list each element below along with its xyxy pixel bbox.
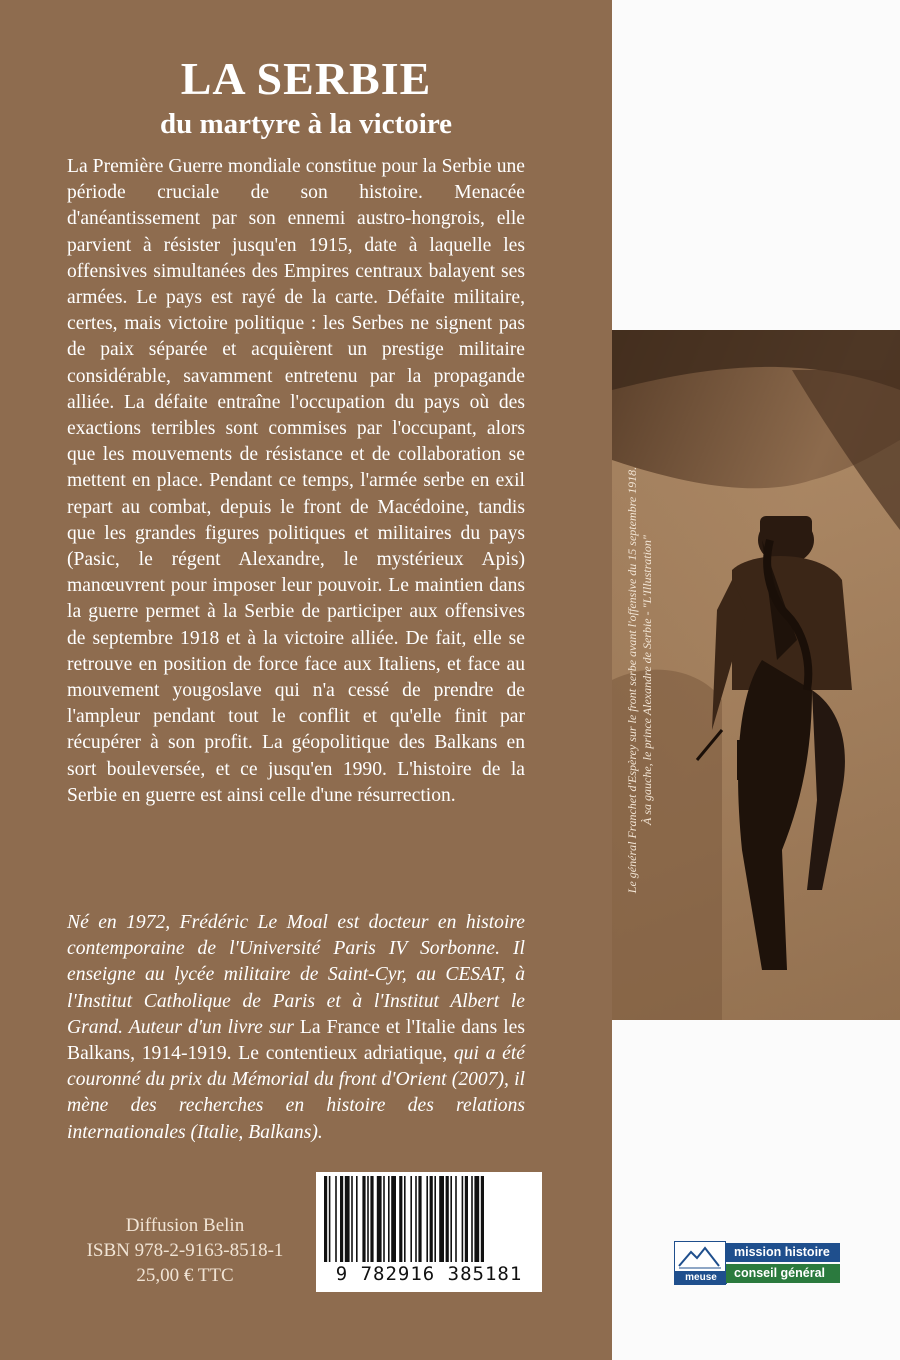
price: 25,00 € TTC — [136, 1265, 234, 1286]
barcode-bar — [471, 1176, 473, 1262]
barcode-bar — [465, 1176, 468, 1262]
barcode-bar — [410, 1176, 412, 1262]
barcode-bar — [383, 1176, 385, 1262]
barcode-bar — [335, 1176, 337, 1262]
book-summary: La Première Guerre mondiale constitue pour la Serbie une période cruciale de son histoire. Menacée d'anéantissement par son ennemi austro-hongrois, elle parvient à résister jusqu'en 1915, date à laquelle les offensives simultanées des Empires centraux balayent ses armées. Le pays est rayé de la carte. Défaite militaire, certes, mais victoire politique : les Serbes ne signent pas de paix séparée et acquièrent un prestige militaire considérable, savamment entretenu par la propagande alliée. La défaite entraîne l'occupation du pays où des exactions terribles sont commises par l'occupant, alors que les mouvements de résistance et de collaboration se mettent en place. Pendant ce temps, l'armée serbe en exil repart au combat, depuis le front de Macédoine, tandis que les grandes figures politiques et militaires du pays (Pasic, le régent Alexandre, le mystérieux Apis) manœuvrent pour imposer leur pouvoir. Le maintien dans la guerre permet à la Serbie de participer aux offensives de septembre 1918 et à la victoire alliée. De fait, elle se retrouve en position de force face aux Italiens, et face au mouvement yougoslave qui n'a cessé de prendre de l'ampleur pendant tout le conflit et qu'elle finit par récupérer à son profit. La géopolitique des Balkans en sort bouleversée, et ce jusqu'en 1990. L'histoire de la Serbie en guerre est ainsi celle d'une résurrection. — [67, 156, 525, 806]
barcode-bar — [329, 1176, 331, 1262]
photo-caption-line2: À sa gauche, le prince Alexandre de Serbie - "L'Illustration" — [640, 535, 654, 825]
barcode-bar — [434, 1176, 436, 1262]
distributor: Diffusion Belin — [125, 1215, 245, 1236]
isbn: ISBN 978-2-9163-8518-1 — [86, 1240, 284, 1261]
barcode-bar — [345, 1176, 350, 1262]
barcode-bar — [462, 1176, 464, 1262]
author-bio-outro: qui a été couronné du prix du Mémorial du front d'Orient (2007), il mène des recherches en histoire des relations internationales (Italie, Balkans). — [67, 1043, 525, 1143]
barcode-bar — [474, 1176, 479, 1262]
author-bio-intro: Né en 1972, Frédéric Le Moal est docteur en histoire contemporaine de l'Université Paris IV Sorbonne. Il enseigne au lycée militaire de Saint-Cyr, au CESAT, à l'Institut Catholique de Paris et à l'Institut Albert le Grand. Auteur d'un livre sur — [67, 912, 525, 1038]
mountain-icon — [675, 1242, 725, 1272]
barcode-bar — [324, 1176, 327, 1262]
mission-histoire-label: mission histoire — [726, 1243, 840, 1262]
meuse-label: meuse — [675, 1271, 727, 1284]
barcode-bar — [388, 1176, 390, 1262]
barcode-bar — [370, 1176, 373, 1262]
book-subtitle: du martyre à la victoire — [159, 108, 453, 140]
barcode-bar — [430, 1176, 433, 1262]
barcode-bar — [446, 1176, 449, 1262]
barcode-bar — [391, 1176, 396, 1262]
meuse-logo-mark — [674, 1241, 726, 1285]
barcode-bars — [316, 1172, 542, 1264]
photo-caption — [618, 350, 662, 1010]
barcode-bar — [415, 1176, 417, 1262]
barcode-digits: 9 782916 385181 — [335, 1263, 523, 1285]
mission-histoire-logo — [674, 1241, 840, 1285]
barcode-bar — [426, 1176, 428, 1262]
barcode-bar — [439, 1176, 444, 1262]
barcode-bar — [399, 1176, 402, 1262]
barcode-bar — [362, 1176, 365, 1262]
book-title: LA SERBIE — [180, 53, 432, 104]
conseil-general-label: conseil général — [726, 1264, 840, 1283]
barcode-bar — [367, 1176, 369, 1262]
barcode-bar — [351, 1176, 353, 1262]
barcode-bar — [340, 1176, 343, 1262]
barcode-bar — [404, 1176, 406, 1262]
barcode — [316, 1172, 542, 1292]
photo-caption-line1: Le général Franchet d'Espèrey sur le front serbe avant l'offensive du 15 septembre 1918. — [625, 466, 639, 894]
barcode-bar — [356, 1176, 358, 1262]
author-bio — [67, 910, 525, 1146]
barcode-bar — [418, 1176, 421, 1262]
barcode-bar — [377, 1176, 382, 1262]
barcode-bar — [455, 1176, 457, 1262]
barcode-bar — [481, 1176, 484, 1262]
author-book-title: La France et l'Italie dans les Balkans, 1914-1919. Le contentieux adriatique, — [67, 1016, 525, 1065]
barcode-bar — [450, 1176, 452, 1262]
publisher-info — [60, 1213, 310, 1288]
